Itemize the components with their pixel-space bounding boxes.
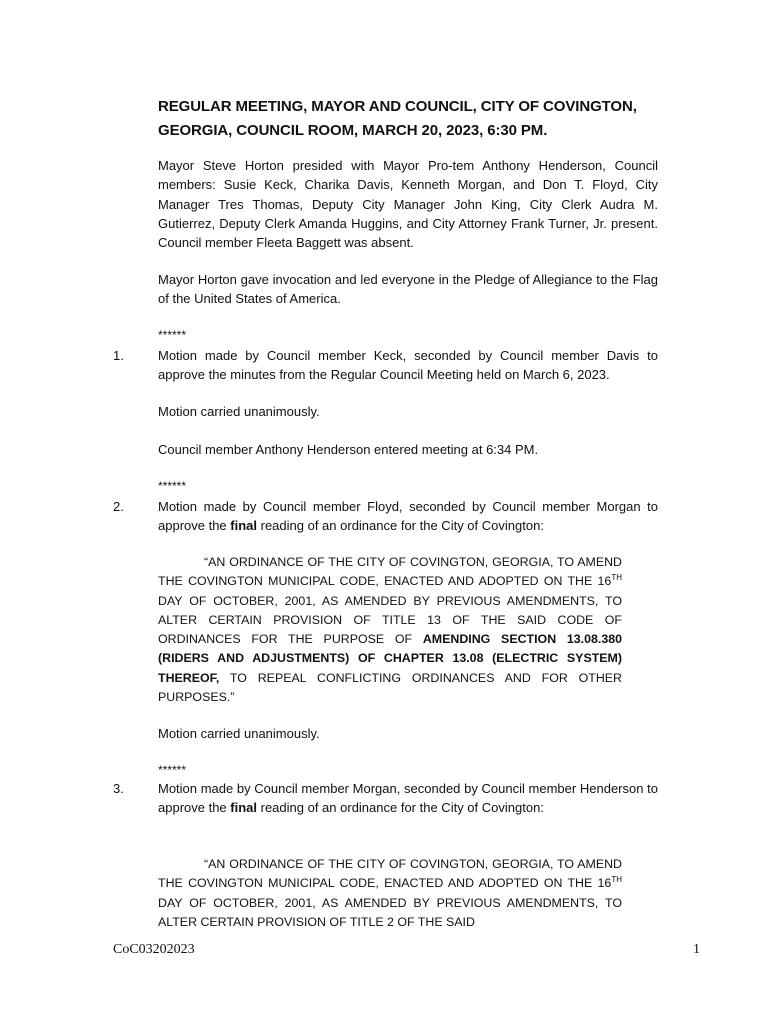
attendance-note: Council member Anthony Henderson entered meeting at 6:34 PM. [158,442,539,457]
motion-result: Motion carried unanimously. [158,404,320,419]
motion-text: Motion made by Council member Keck, seconded by Council member Davis to approve the minutes from the Regular Council Meeting held on March 6, 2023. [158,348,658,383]
attendance-paragraph: Mayor Steve Horton presided with Mayor Pro-tem Anthony Henderson, Council members: Susie Keck, Charika Davis, Kenneth Morgan, and Don T. Floyd, City Manager Tres Thomas, Deputy City Manager John King, City Clerk Audra M. Gutierrez, Deputy Clerk Amanda Huggins, and City Attorney Frank Turner, Jr. present. Council member Fleeta Baggett was absent. [158,158,658,251]
motion-text: Motion made by Council member Morgan, seconded by Council member Henderson to approve the final reading of an ordinance for the City of Covington: [158,781,658,816]
separator: ****** [158,479,187,493]
separator: ****** [158,763,187,777]
motion-result: Motion carried unanimously. [158,726,320,741]
page-number: 1 [693,942,700,957]
item-number: 1. [113,348,124,363]
motion-text: Motion made by Council member Floyd, seconded by Council member Morgan to approve the final reading of an ordinance for the City of Covington: [158,499,658,534]
document-id: CoC03202023 [113,942,195,957]
ordinance-quote: “AN ORDINANCE OF THE CITY OF COVINGTON, GEORGIA, TO AMEND THE COVINGTON MUNICIPAL CODE, ENACTED AND ADOPTED ON THE 16TH DAY OF OCTOBER, 2001, AS AMENDED BY PREVIOUS AMENDMENTS, TO ALTER CERTAIN PROVISION OF TITLE 13 OF THE SAID CODE OF ORDINANCES FOR THE PURPOSE OF AMENDING SECTION 13.08.380 (RIDERS AND ADJUSTMENTS) OF CHAPTER 13.08 (ELECTRIC SYSTEM) THEREOF, TO REPEAL CONFLICTING ORDINANCES AND FOR OTHER PURPOSES.” [158,555,623,705]
document-title: REGULAR MEETING, MAYOR AND COUNCIL, CITY OF COVINGTON, GEORGIA, COUNCIL ROOM, MARCH 20, 2023, 6:30 PM. [158,98,637,139]
item-number: 3. [113,781,124,796]
invocation-paragraph: Mayor Horton gave invocation and led everyone in the Pledge of Allegiance to the Flag of the United States of America. [158,272,658,307]
item-number: 2. [113,499,124,514]
separator: ****** [158,328,187,342]
ordinance-quote: “AN ORDINANCE OF THE CITY OF COVINGTON, GEORGIA, TO AMEND THE COVINGTON MUNICIPAL CODE, ENACTED AND ADOPTED ON THE 16TH DAY OF OCTOBER, 2001, AS AMENDED BY PREVIOUS AMENDMENTS, TO ALTER CERTAIN PROVISION OF TITLE 2 OF THE SAID [158,857,622,929]
